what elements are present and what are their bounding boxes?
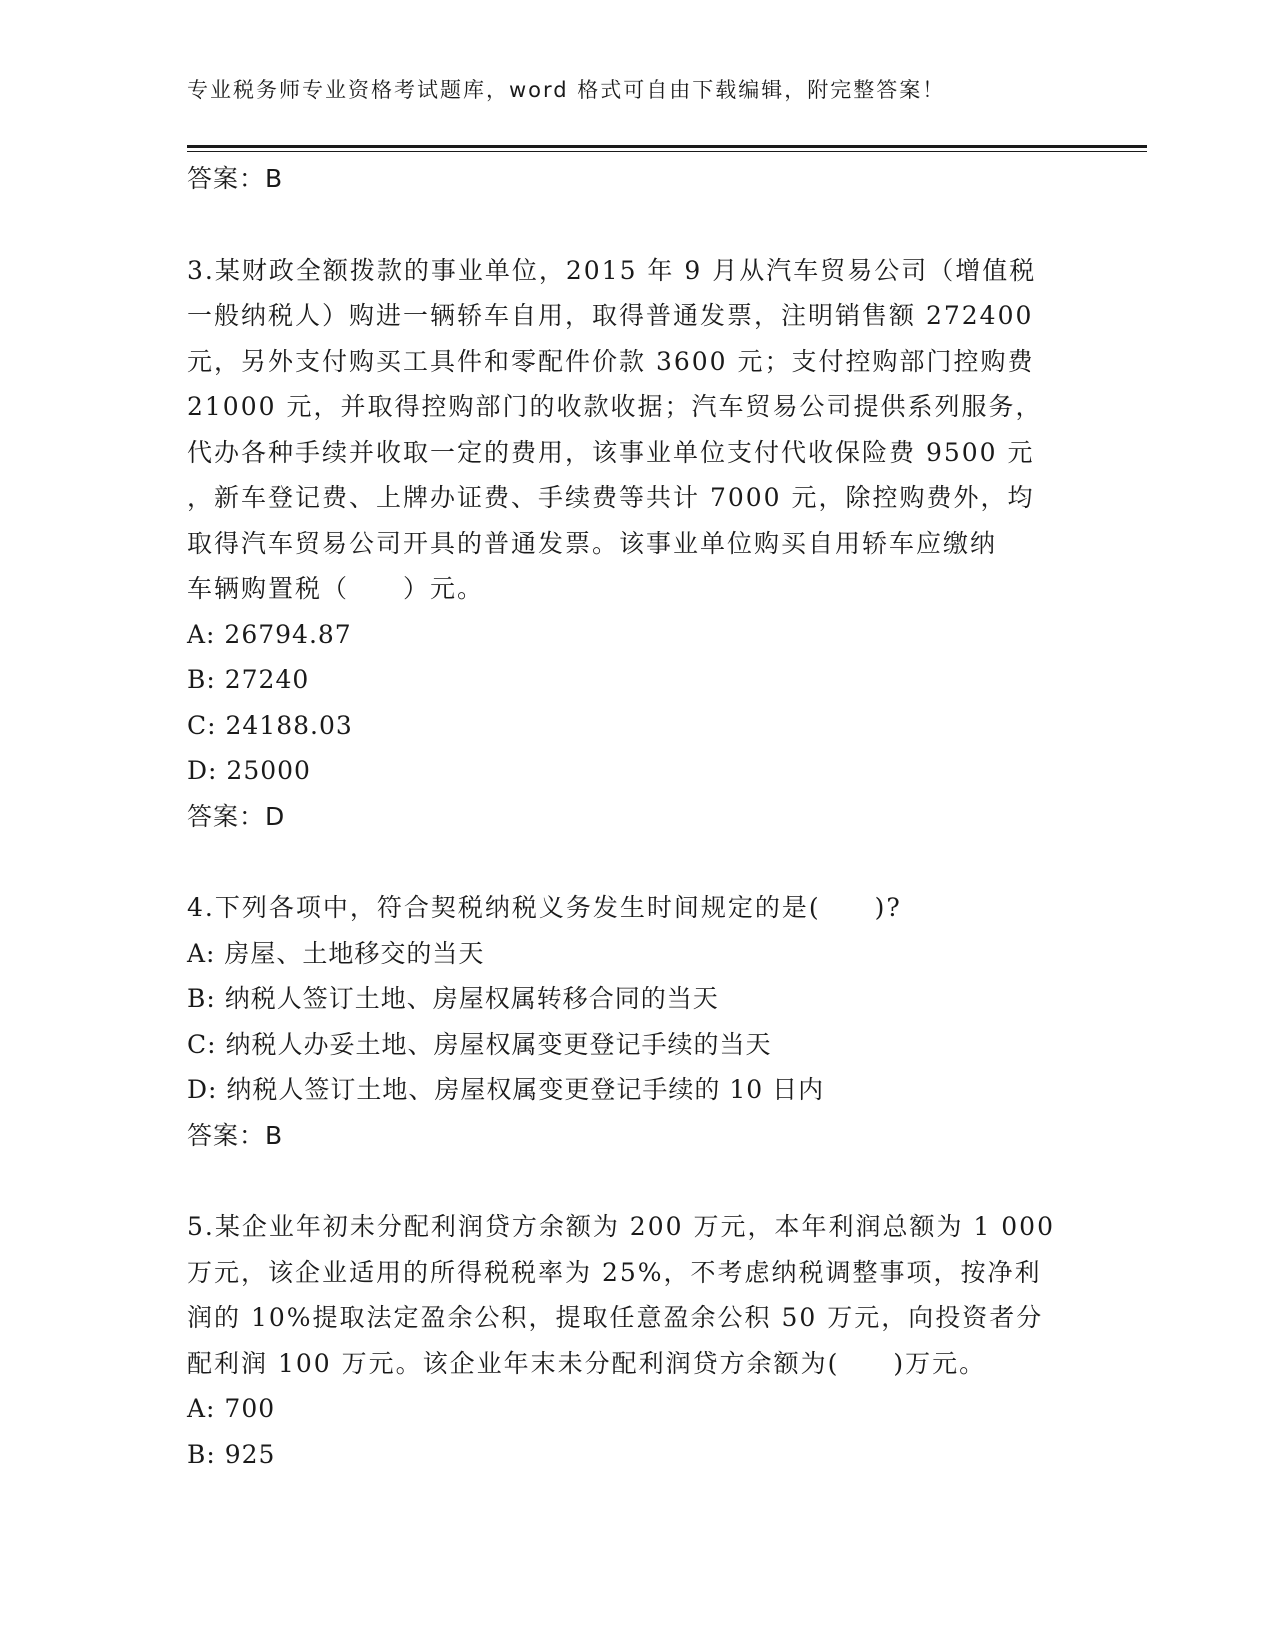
question-text-line: 润的 10%提取法定盈余公积，提取任意盈余公积 50 万元，向投资者分 xyxy=(187,1303,1044,1332)
question-text-line: 3.某财政全额拨款的事业单位，2015 年 9 月从汽车贸易公司（增值税 xyxy=(187,255,1037,285)
answer: 答案：B xyxy=(187,1120,284,1150)
page-header: 专业税务师专业资格考试题库，word 格式可自由下载编辑，附完整答案！ xyxy=(187,78,946,102)
option-d: D: 25000 xyxy=(187,756,311,785)
option-c: C: 24188.03 xyxy=(187,710,353,740)
option-d: D: 纳税人签订土地、房屋权属变更登记手续的 10 日内 xyxy=(187,1075,825,1104)
header-rule xyxy=(187,145,1147,148)
question-text-line: 车辆购置税（ ）元。 xyxy=(187,574,485,603)
header-rule-thin xyxy=(187,151,1147,152)
question-text-line: 元，另外支付购买工具件和零配件价款 3600 元；支付控购部门控购费 xyxy=(187,346,1035,376)
question-text-line: ，新车登记费、上牌办证费、手续费等共计 7000 元，除控购费外，均 xyxy=(187,483,1035,512)
question-4 xyxy=(187,885,1087,1158)
question-text-line: 一般纳税人）购进一辆轿车自用，取得普通发票，注明销售额 272400 xyxy=(187,301,1034,330)
question-text-line: 5.某企业年初未分配利润贷方余额为 200 万元，本年利润总额为 1 000 xyxy=(187,1212,1055,1241)
question-text-line: 代办各种手续并收取一定的费用，该事业单位支付代收保险费 9500 元 xyxy=(187,437,1035,467)
spacer xyxy=(187,839,1087,885)
question-text-line: 4.下列各项中，符合契税纳税义务发生时间规定的是( )? xyxy=(187,893,902,922)
option-b: B: 925 xyxy=(187,1439,276,1469)
question-5 xyxy=(187,1204,1087,1477)
option-b: B: 27240 xyxy=(187,665,310,694)
question-text-line: 配利润 100 万元。该企业年末未分配利润贷方余额为( )万元。 xyxy=(187,1348,987,1378)
document-body xyxy=(187,156,1087,1477)
question-text-line: 取得汽车贸易公司开具的普通发票。该事业单位购买自用轿车应缴纳 xyxy=(187,528,998,558)
option-a: A: 700 xyxy=(187,1394,276,1423)
option-a: A: 26794.87 xyxy=(187,619,352,649)
spacer xyxy=(187,202,1087,248)
option-c: C: 纳税人办妥土地、房屋权属变更登记手续的当天 xyxy=(187,1029,772,1059)
answer-prev: 答案：B xyxy=(187,164,284,193)
question-text-line: 万元，该企业适用的所得税税率为 25%，不考虑纳税调整事项，按净利 xyxy=(187,1257,1042,1287)
question-text-line: 21000 元，并取得控购部门的收款收据；汽车贸易公司提供系列服务， xyxy=(187,392,1043,421)
option-b: B: 纳税人签订土地、房屋权属转移合同的当天 xyxy=(187,984,719,1013)
question-3 xyxy=(187,248,1087,840)
answer: 答案：D xyxy=(187,801,286,831)
spacer xyxy=(187,1158,1087,1204)
option-a: A: 房屋、土地移交的当天 xyxy=(187,938,485,968)
